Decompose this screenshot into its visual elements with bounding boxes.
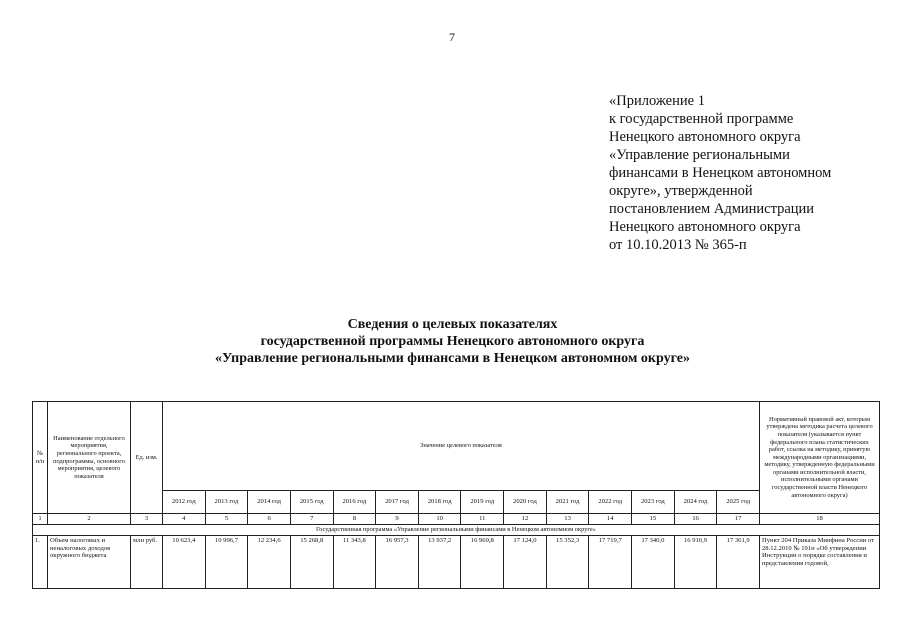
row-value: 13 937,2 (418, 536, 461, 589)
column-number: 4 (163, 514, 206, 525)
header-year: 2016 год (333, 491, 376, 514)
column-number: 18 (760, 514, 880, 525)
column-number: 10 (418, 514, 461, 525)
header-unit: Ед. изм. (131, 402, 163, 514)
row-value: 16 957,3 (376, 536, 419, 589)
indicators-table (32, 401, 880, 589)
header-year: 2018 год (418, 491, 461, 514)
document-title (0, 316, 905, 367)
header-name: Наименование отдельного мероприятия, регионального проекта, подпрограммы, основного мероприятия, целевого показателя (48, 402, 131, 514)
header-year: 2017 год (376, 491, 419, 514)
title-line: государственной программы Ненецкого автономного округа (260, 334, 645, 349)
page-number: 7 (449, 30, 455, 44)
header-year: 2014 год (248, 491, 291, 514)
row-value: 15 268,8 (290, 536, 333, 589)
title-line: «Управление региональными финансами в Ненецком автономном округе» (215, 351, 690, 366)
header-year: 2022 год (589, 491, 632, 514)
column-number: 13 (546, 514, 589, 525)
row-value: 17 719,7 (589, 536, 632, 589)
header-values: Значение целевого показателя (163, 402, 760, 491)
row-value: 15 352,3 (546, 536, 589, 589)
column-number: 14 (589, 514, 632, 525)
header-year: 2025 год (717, 491, 760, 514)
header-year: 2012 год (163, 491, 206, 514)
column-number: 17 (717, 514, 760, 525)
header-year: 2019 год (461, 491, 504, 514)
row-value: 10 623,4 (163, 536, 206, 589)
appendix-line: финансами в Ненецком автономном (609, 165, 832, 181)
appendix-line: к государственной программе (609, 111, 794, 127)
header-year: 2021 год (546, 491, 589, 514)
appendix-line: от 10.10.2013 № 365-п (609, 237, 747, 253)
row-value: 16 910,9 (674, 536, 717, 589)
column-number: 16 (674, 514, 717, 525)
column-number: 15 (632, 514, 675, 525)
appendix-line: постановлением Администрации (609, 201, 815, 217)
column-number: 8 (333, 514, 376, 525)
row-name: Объем налоговых и неналоговых доходов окружного бюджета (48, 536, 131, 589)
appendix-line: Ненецкого автономного округа (609, 219, 801, 235)
appendix-note (609, 92, 831, 254)
column-number: 5 (205, 514, 248, 525)
row-value: 17 124,0 (504, 536, 547, 589)
row-act: Пункт 204 Приказа Минфина России от 28.12.2010 № 191н «Об утверждении Инструкции о порядке составления и представления годовой, (760, 536, 880, 589)
header-year: 2024 год (674, 491, 717, 514)
title-line: Сведения о целевых показателях (347, 317, 558, 332)
header-year: 2013 год (205, 491, 248, 514)
header-year: 2015 год (290, 491, 333, 514)
appendix-line: «Приложение 1 (609, 93, 705, 109)
row-value: 17 361,9 (717, 536, 760, 589)
row-value: 12 234,6 (248, 536, 291, 589)
row-value: 16 969,8 (461, 536, 504, 589)
column-number: 6 (248, 514, 291, 525)
row-num: 1. (33, 536, 48, 589)
column-number: 3 (131, 514, 163, 525)
table-row (33, 536, 880, 589)
column-number: 7 (290, 514, 333, 525)
appendix-line: Ненецкого автономного округа (609, 129, 801, 145)
column-number: 1 (33, 514, 48, 525)
row-value: 10 996,7 (205, 536, 248, 589)
column-number: 9 (376, 514, 419, 525)
appendix-line: «Управление региональными (609, 147, 790, 163)
header-act: Нормативный правовой акт, которым утверждена методика расчета целевого показателя (указывается пункт федерального плана статистических работ, ссылка на методику, принятую международными организациями, методику, утвержденную федеральными органами исполнительной власти, исполнительными органами государственной власти Ненецкого автономного округа) (760, 402, 880, 514)
header-year: 2020 год (504, 491, 547, 514)
appendix-line: округе», утвержденной (609, 183, 753, 199)
column-number: 11 (461, 514, 504, 525)
row-value: 17 340,0 (632, 536, 675, 589)
row-unit: млн руб. (131, 536, 163, 589)
column-number: 12 (504, 514, 547, 525)
section-row: Государственная программа «Управление региональными финансами в Ненецком автономном округе» (33, 525, 880, 536)
column-number: 2 (48, 514, 131, 525)
header-year: 2023 год (632, 491, 675, 514)
header-num: № п/п (33, 402, 48, 514)
row-value: 11 343,8 (333, 536, 376, 589)
